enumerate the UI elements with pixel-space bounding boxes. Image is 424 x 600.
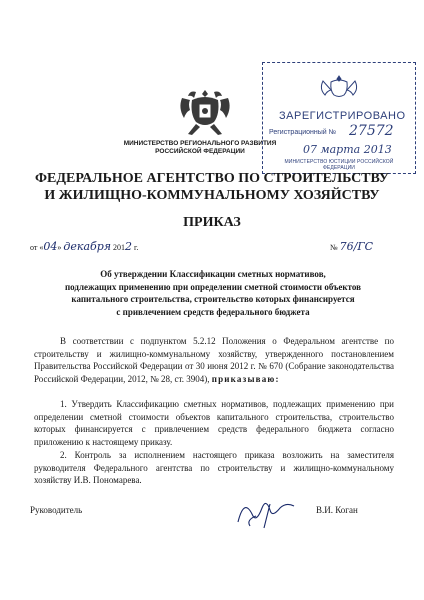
- handwritten-signature-icon: [230, 492, 310, 534]
- preamble-paragraph: [34, 335, 394, 385]
- date-end: г.: [134, 243, 139, 252]
- date-mid: »: [57, 243, 62, 252]
- subject-line2: подлежащих применению при определении сметной стоимости объектов: [64, 281, 361, 292]
- preamble-text: В соответствии с подпунктом 5.2.12 Положения о Федеральном агентстве по строительству и жилищно-коммунальному хозяйству, утвержденного постановлением Правительства Российской Федерации от 30 июня 2012 г. № 670 (Собрание законодательства Российской Федерации, 2012, № 28, ст. 3904),: [34, 336, 394, 384]
- date-month: декабря: [63, 240, 112, 253]
- subject-line4: с привлечением средств федерального бюджета: [116, 306, 310, 317]
- subject-line3: капитального строительства, строительство которых финансируется: [71, 294, 355, 304]
- order-subject: [50, 268, 376, 318]
- agency-line1: ФЕДЕРАЛЬНОЕ АГЕНТСТВО ПО СТРОИТЕЛЬСТВУ: [35, 171, 389, 186]
- stamp-reg-date: 07 марта 2013: [303, 143, 392, 156]
- signatory-name: В.И. Коган: [316, 505, 358, 515]
- order-title: ПРИКАЗ: [183, 215, 241, 230]
- ministry-line2: РОССИЙСКОЙ ФЕДЕРАЦИИ: [155, 148, 245, 155]
- stamp-registered-text: ЗАРЕГИСТРИРОВАНО: [279, 110, 406, 122]
- order-item-1: 1. Утвердить Классификацию сметных нормативов, подлежащих применению при определении сметной стоимости объектов капитального строительства, строительство которых финансируется с привлечением средств федерального бюджета согласно приложению к настоящему приказу.: [34, 399, 394, 447]
- order-date: [30, 240, 138, 253]
- stamp-reg-label: Регистрационный №: [269, 129, 337, 136]
- date-prefix: от «: [30, 243, 44, 252]
- stamp-eagle-icon: [309, 73, 369, 99]
- preamble-keyword: приказываю:: [211, 373, 280, 384]
- order-item-2: 2. Контроль за исполнением настоящего приказа возложить на заместителя руководителя Федерального агентства по строительству и жилищно-коммунальному хозяйству И.В. Пономарева.: [34, 450, 394, 486]
- order-number: [330, 240, 373, 253]
- ministry-header: [120, 140, 280, 156]
- subject-line1: Об утверждении Классификации сметных нормативов,: [100, 269, 326, 279]
- date-year-suffix: 2: [125, 240, 133, 253]
- stamp-ministry-text: МИНИСТЕРСТВО ЮСТИЦИИ РОССИЙСКОЙ ФЕДЕРАЦИИ: [284, 159, 394, 171]
- date-day: 04: [43, 240, 58, 253]
- number-value: 76/ГС: [339, 240, 374, 253]
- date-year-prefix: 201: [113, 243, 126, 252]
- registration-stamp: [262, 62, 416, 174]
- ministry-line1: МИНИСТЕРСТВО РЕГИОНАЛЬНОГО РАЗВИТИЯ: [123, 140, 277, 147]
- number-prefix: №: [330, 243, 338, 252]
- agency-title: [30, 170, 394, 204]
- coat-of-arms-icon: [174, 84, 236, 140]
- agency-line2: И ЖИЛИЩНО-КОММУНАЛЬНОМУ ХОЗЯЙСТВУ: [44, 188, 380, 203]
- stamp-reg-number: 27572: [349, 123, 394, 139]
- signatory-title: Руководитель: [30, 505, 83, 515]
